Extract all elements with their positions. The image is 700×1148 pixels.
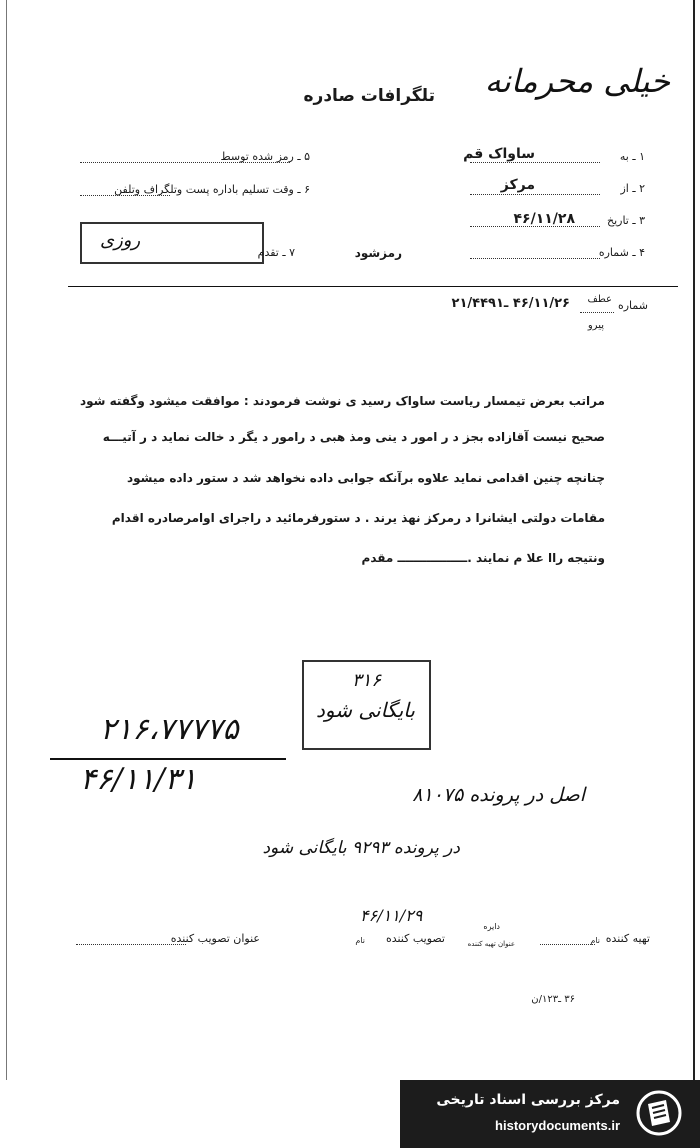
ref-atf: عطف xyxy=(587,294,612,305)
doc-type-title: تلگرافات صادره xyxy=(303,86,435,106)
body-line-5: ونتیجه راا علا م نمایند .ـــــــــــــــــ مقدم xyxy=(361,551,605,565)
body-line-4: مقامات دولتی ایشانرا د رمرکز نهذ یرند . د ستورفرمائید د راجرای اوامرصادره اقدام xyxy=(111,511,605,525)
watermark-org: مرکز بررسی اسناد تاریخی xyxy=(436,1092,620,1108)
footer-name: نام xyxy=(590,936,600,945)
handwritten-date-bottom: ۴۶/۱۱/۳۱ xyxy=(80,762,197,797)
ref-label: شماره xyxy=(617,299,648,312)
date-label: ۳ ـ تاریخ xyxy=(606,214,645,227)
footer-line-right xyxy=(540,944,595,945)
archive-stamp-text: بایگانی شود xyxy=(316,698,415,722)
page-border-right xyxy=(693,0,695,1080)
header-divider xyxy=(68,286,678,287)
footer-department: دایره xyxy=(483,922,500,931)
ref-divider xyxy=(580,312,614,313)
archive-stamp-number: ۳۱۶ xyxy=(352,670,382,691)
priority-stamp xyxy=(80,222,264,264)
handwritten-small-date: ۴۶/۱۱/۲۹ xyxy=(360,906,423,925)
classification-handwritten: خیلی محرمانه xyxy=(484,62,670,100)
watermark-site: historydocuments.ir xyxy=(495,1118,620,1133)
page-border-left xyxy=(6,0,7,1080)
from-line xyxy=(470,194,600,195)
watermark-banner xyxy=(400,1080,700,1148)
handwritten-note-1: اصل در پرونده ۸۱۰۷۵ xyxy=(412,784,585,806)
number-line xyxy=(470,258,600,259)
handwritten-number-top: ۲۱۶،۷۷۷۷۵ xyxy=(100,712,239,747)
delivery-label: ۶ ـ وقت تسلیم باداره پست وتلگراف وتلفن xyxy=(114,183,310,196)
coded-by-line xyxy=(80,162,290,163)
to-line xyxy=(470,162,600,163)
number-label: ۴ ـ شماره xyxy=(598,246,645,259)
coded-by-label: ۵ ـ رمز شده توسط xyxy=(220,150,310,163)
body-line-1: مراتب بعرض تیمسار ریاست ساواک رسید ی نوشت فرمودند : موافقت میشود وگفته شود xyxy=(79,394,605,408)
priority-label: ۷ ـ تقدم xyxy=(257,246,295,259)
archive-logo-icon xyxy=(636,1090,682,1136)
footer-approver-name: نام xyxy=(355,936,365,945)
archive-stamp xyxy=(302,660,431,750)
body-line-3: چنانچه چنین اقدامی نماید علاوه برآنکه جوابی داده نخواهد شد د ستور داده میشود xyxy=(126,471,605,485)
priority-stamp-text: روزی xyxy=(100,230,141,251)
from-value: مرکز xyxy=(500,177,535,193)
handwritten-underline xyxy=(50,758,286,760)
ref-value: ۴۶/۱۱/۲۶ ـ۲۱/۴۴۹۱ xyxy=(451,296,570,311)
body-line-2: صحیح نیست آقازاده بجز د ر امور د ینی ومذ هبی د رامور د یگر د خالت نماید د ر آتیـــه xyxy=(102,430,605,444)
footer-preparer: تهیه کننده xyxy=(605,932,650,945)
ref-peyro: پیرو xyxy=(587,320,604,331)
footer-approver: تصویب کننده xyxy=(385,932,445,945)
encode-note: رمزشود xyxy=(354,246,402,260)
footer-line-left xyxy=(76,944,186,945)
handwritten-note-2: در پرونده ۹۲۹۳ بایگانی شود xyxy=(262,838,460,858)
footer-approver-title: عنوان تصویب کننده xyxy=(170,932,260,945)
form-code: ۳۶ ـ۱۲۳/ن xyxy=(531,994,575,1005)
to-value: ساواک قم xyxy=(463,146,535,162)
to-label: ۱ ـ به xyxy=(619,150,645,163)
footer-preparer-title: عنوان تهیه کننده xyxy=(467,940,515,948)
from-label: ۲ ـ از xyxy=(620,182,645,195)
date-line xyxy=(470,226,600,227)
date-value: ۴۶/۱۱/۲۸ xyxy=(513,211,575,227)
delivery-line xyxy=(80,195,170,196)
